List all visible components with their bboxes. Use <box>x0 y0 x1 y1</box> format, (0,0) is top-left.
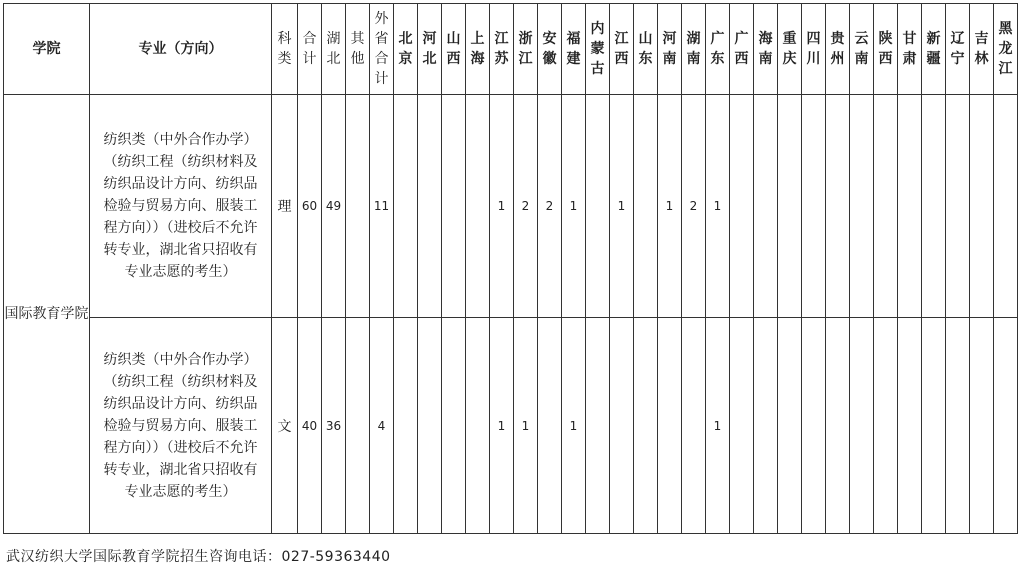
quota-table-wrapper <box>3 3 1018 534</box>
header-province: 江苏 <box>490 4 514 95</box>
province-quota-cell <box>778 95 802 318</box>
province-quota-cell <box>850 318 874 534</box>
province-quota-cell <box>682 318 706 534</box>
province-quota-cell <box>874 318 898 534</box>
province-quota-cell <box>994 318 1018 534</box>
province-quota-cell <box>394 95 418 318</box>
header-hubei: 湖北 <box>322 4 346 95</box>
province-quota-cell <box>994 95 1018 318</box>
header-province: 河北 <box>418 4 442 95</box>
province-quota-cell <box>754 95 778 318</box>
header-province: 云南 <box>850 4 874 95</box>
header-province: 河南 <box>658 4 682 95</box>
province-quota-cell <box>538 318 562 534</box>
province-quota-cell <box>586 95 610 318</box>
header-province: 甘肃 <box>898 4 922 95</box>
header-province: 辽宁 <box>946 4 970 95</box>
header-province: 黑龙江 <box>994 4 1018 95</box>
province-quota-cell: 1 <box>514 318 538 534</box>
header-province: 山西 <box>442 4 466 95</box>
province-quota-cell <box>898 95 922 318</box>
header-province: 山东 <box>634 4 658 95</box>
enrollment-quota-table <box>3 3 1018 534</box>
province-quota-cell <box>970 318 994 534</box>
major-cell: 纺织类（中外合作办学）（纺织工程（纺织材料及纺织品设计方向、纺织品检验与贸易方向、服装工程方向））（进校后不允许转专业，湖北省只招收有专业志愿的考生） <box>90 95 272 318</box>
province-quota-cell <box>778 318 802 534</box>
other-cell <box>346 95 370 318</box>
province-quota-cell <box>874 95 898 318</box>
province-quota-cell <box>826 318 850 534</box>
header-outside-total: 外省合计 <box>370 4 394 95</box>
major-cell: 纺织类（中外合作办学）（纺织工程（纺织材料及纺织品设计方向、纺织品检验与贸易方向、服装工程方向））（进校后不允许转专业，湖北省只招收有专业志愿的考生） <box>90 318 272 534</box>
outside-total-cell: 11 <box>370 95 394 318</box>
province-quota-cell <box>610 318 634 534</box>
province-quota-cell: 2 <box>538 95 562 318</box>
table-row <box>4 318 1018 534</box>
header-row <box>4 4 1018 95</box>
header-province: 吉林 <box>970 4 994 95</box>
header-province: 陕西 <box>874 4 898 95</box>
header-province: 广西 <box>730 4 754 95</box>
kelei-cell: 理 <box>272 95 298 318</box>
province-quota-cell <box>946 95 970 318</box>
province-quota-cell: 1 <box>562 318 586 534</box>
hubei-cell: 36 <box>322 318 346 534</box>
province-quota-cell <box>634 95 658 318</box>
province-quota-cell: 2 <box>682 95 706 318</box>
header-province: 广东 <box>706 4 730 95</box>
header-school: 学院 <box>4 4 90 95</box>
province-quota-cell <box>394 318 418 534</box>
header-province: 贵州 <box>826 4 850 95</box>
province-quota-cell <box>946 318 970 534</box>
province-quota-cell <box>658 318 682 534</box>
other-cell <box>346 318 370 534</box>
province-quota-cell: 1 <box>490 318 514 534</box>
province-quota-cell: 1 <box>490 95 514 318</box>
province-quota-cell <box>802 95 826 318</box>
header-province: 四川 <box>802 4 826 95</box>
header-province: 海南 <box>754 4 778 95</box>
hubei-cell: 49 <box>322 95 346 318</box>
province-quota-cell <box>418 318 442 534</box>
province-quota-cell: 1 <box>658 95 682 318</box>
header-kelei: 科类 <box>272 4 298 95</box>
province-quota-cell <box>634 318 658 534</box>
province-quota-cell <box>754 318 778 534</box>
header-province: 福建 <box>562 4 586 95</box>
header-other: 其他 <box>346 4 370 95</box>
province-quota-cell <box>466 95 490 318</box>
province-quota-cell: 1 <box>706 318 730 534</box>
province-quota-cell <box>898 318 922 534</box>
province-quota-cell <box>586 318 610 534</box>
outside-total-cell: 4 <box>370 318 394 534</box>
header-total: 合计 <box>298 4 322 95</box>
province-quota-cell: 1 <box>562 95 586 318</box>
total-cell: 40 <box>298 318 322 534</box>
province-quota-cell <box>802 318 826 534</box>
province-quota-cell <box>922 95 946 318</box>
province-quota-cell <box>442 318 466 534</box>
province-quota-cell <box>970 95 994 318</box>
province-quota-cell <box>850 95 874 318</box>
kelei-cell: 文 <box>272 318 298 534</box>
province-quota-cell <box>466 318 490 534</box>
province-quota-cell: 1 <box>610 95 634 318</box>
header-province: 重庆 <box>778 4 802 95</box>
header-province: 浙江 <box>514 4 538 95</box>
header-province: 安徽 <box>538 4 562 95</box>
header-province: 新疆 <box>922 4 946 95</box>
header-province: 北京 <box>394 4 418 95</box>
header-province: 上海 <box>466 4 490 95</box>
province-quota-cell <box>826 95 850 318</box>
table-row <box>4 95 1018 318</box>
province-quota-cell <box>730 318 754 534</box>
province-quota-cell: 2 <box>514 95 538 318</box>
header-major: 专业（方向） <box>90 4 272 95</box>
header-province: 内蒙古 <box>586 4 610 95</box>
province-quota-cell <box>922 318 946 534</box>
header-province: 湖南 <box>682 4 706 95</box>
school-cell: 国际教育学院 <box>4 95 90 534</box>
province-quota-cell <box>730 95 754 318</box>
contact-phone-footer: 武汉纺织大学国际教育学院招生咨询电话：027-59363440 <box>6 549 391 565</box>
province-quota-cell <box>442 95 466 318</box>
header-province: 江西 <box>610 4 634 95</box>
total-cell: 60 <box>298 95 322 318</box>
province-quota-cell: 1 <box>706 95 730 318</box>
province-quota-cell <box>418 95 442 318</box>
